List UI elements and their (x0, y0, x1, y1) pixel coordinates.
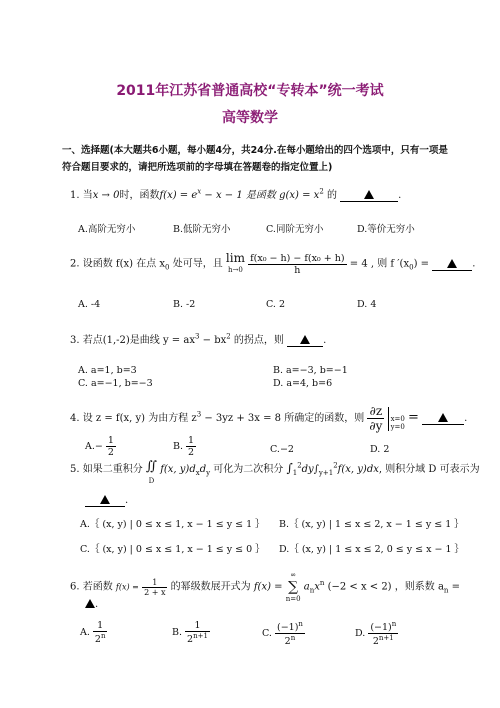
exam-title: 2011年江苏省普通高校“专转本”统一考试 (116, 83, 384, 99)
q1-option-c: C.同阶无穷小 (266, 224, 324, 235)
q2-option-a: A. -4 (78, 299, 101, 310)
double-integral: ∬ D (145, 459, 157, 485)
q2-option-c: C. 2 (266, 299, 286, 310)
answer-blank (287, 335, 323, 347)
q1-option-d: D.等价无穷小 (357, 224, 415, 235)
q2-option-b: B. -2 (173, 299, 196, 310)
q4-option-b: B. $\frac{1}{2}$ (173, 435, 195, 458)
q3-option-d: D. a=4, b=6 (273, 378, 333, 389)
function-fraction: $\frac{1}{2 + x}$ (144, 577, 166, 597)
exam-subtitle: 高等数学 (222, 110, 278, 126)
q6-option-d: D. $\frac{(-1)^n}{2^{n+1}}$ (355, 620, 397, 648)
q5-option-a: A.｛ (x, y) | 0 ≤ x ≤ 1, x − 1 ≤ y ≤ 1 ｝ (80, 519, 265, 530)
q4-option-a: A.− $\frac{1}{2}$ (85, 435, 114, 458)
q4-option-c: C.−2 (270, 444, 294, 455)
question-2: 2. 设函数 f(x) 在点 $x_0$ 处可导，且 lim h→0 $\frac{\text{f(x₀ − h) − f(x₀ + h)}}{h}$ = 4 , 则 f $'(x_0)$ = . (70, 251, 476, 276)
q5-answer-line: . (85, 495, 128, 507)
answer-blank (422, 413, 464, 425)
triangle-marker-icon (447, 259, 457, 268)
limit-fraction: $\frac{\text{f(x₀ − h) − f(x₀ + h)}}{h}$ (250, 252, 345, 276)
question-3: 3. 若点(1,-2)是曲线 $y = ax^3 - bx^2$ 的拐点，则 . (70, 332, 327, 346)
q1-option-b: B.低阶无穷小 (173, 224, 231, 235)
question-1: 1. 当x → 0时，函数$f(x) = e^x - x - 1$ 是函数 $g(x) = x^2$ 的 . (70, 187, 402, 201)
q3-option-a: A. a=1, b=3 (78, 365, 137, 376)
summation: ∞ ∑ n=0 (285, 571, 301, 603)
triangle-marker-icon (300, 335, 310, 344)
q5-option-d: D.｛ (x, y) | 1 ≤ x ≤ 2, 0 ≤ y ≤ x − 1 ｝ (279, 544, 465, 555)
question-5: 5. 如果二重积分 ∬ D f(x, $y)d_xd_y$ 可化为二次积分 $\int_1^2dy\int_{y+1}^2f(x$, y)dx, 则积分域 D 可表示为 (70, 460, 480, 488)
evaluation-bar: x=0 y=0 (388, 407, 405, 431)
triangle-marker-icon (438, 413, 448, 422)
limit-operator: lim h→0 (225, 251, 245, 274)
q6-option-b: B. $\frac{1}{2^{n+1}}$ (172, 620, 208, 646)
triangle-marker-icon (85, 599, 95, 608)
q4-option-d: D. 2 (370, 444, 390, 455)
q6-answer-line: . (85, 599, 98, 610)
triangle-marker-icon (100, 495, 110, 504)
question-4: 4. 设 z = f(x, y) 为由方程 $z^3 - 3yz + 3x = 8$ 所确定的函数，则 $\frac{\partial z}{\partial y}$ x=0 y=0 = . (70, 404, 468, 433)
q3-option-c: C. a=−1, b=−3 (78, 378, 153, 389)
q3-option-b: B. a=−3, b=−1 (273, 365, 348, 376)
triangle-marker-icon (364, 190, 374, 199)
q6-option-a: A. $\frac{1}{2^n}$ (80, 620, 106, 646)
section-line-1: 一、选择题(本大题共6小题，每小题4分，共24分.在每小题给出的四个选项中，只有一项是 (62, 145, 448, 156)
q5-option-c: C.｛ (x, y) | 0 ≤ x ≤ 1, x − 1 ≤ y ≤ 0 ｝ (80, 544, 265, 555)
answer-blank (85, 495, 125, 507)
q6-option-c: C. $\frac{(-1)^n}{2^n}$ (262, 620, 303, 648)
question-6: 6. 若函数 f(x) = $\frac{1}{2 + x}$ 的幂级数展开式为 f(x) = ∞ ∑ n=0 $a_nx^n$ (−2 < x < 2) ，则系数 $a_n$ = (70, 571, 460, 603)
answer-blank (340, 190, 398, 202)
q1-option-a: A.高阶无穷小 (78, 224, 136, 235)
q2-option-d: D. 4 (357, 299, 377, 310)
partial-derivative: $\frac{\partial z}{\partial y}$ (369, 404, 383, 433)
answer-blank (432, 259, 472, 271)
q5-option-b: B.｛ (x, y) | 1 ≤ x ≤ 2, x − 1 ≤ y ≤ 1 ｝ (279, 519, 464, 530)
section-line-2: 符合题目要求的，请把所选项前的字母填在答题卷的指定位置上) (62, 162, 333, 173)
